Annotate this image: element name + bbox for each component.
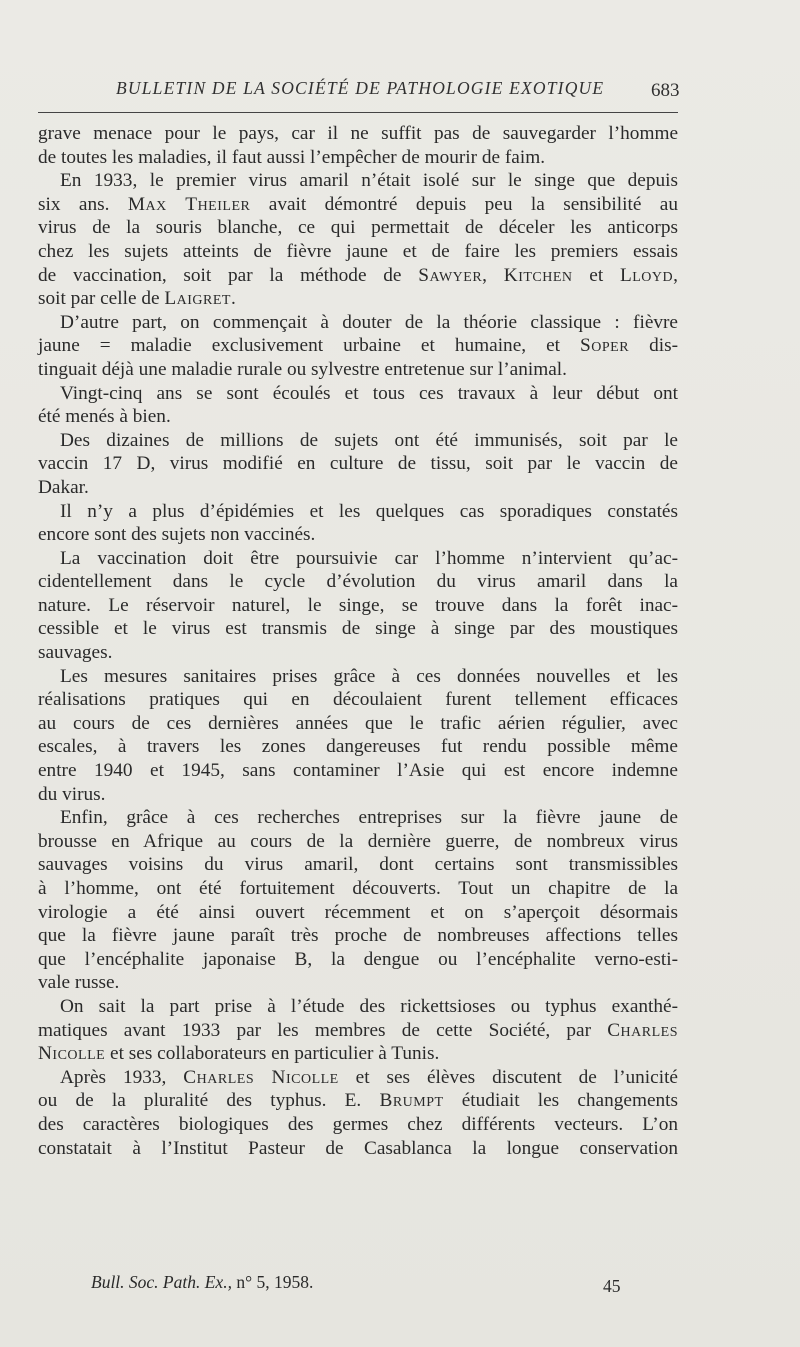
text-fragment: de vaccination, soit par la méthode de [38, 264, 402, 286]
text-fragment: dis- [649, 335, 679, 357]
text-line: tinguait déjà une maladie rurale ou sylvestre entretenue sur l’animal. [38, 358, 567, 380]
text-line: chez les sujets atteints de fièvre jaune et de faire les premiers essais [38, 240, 678, 262]
text-line: Les mesures sanitaires prises grâce à ces données nouvelles et les [60, 665, 678, 687]
text-line: au cours de ces dernières années que le trafic aérien régulier, avec [38, 712, 678, 734]
text-line: cessible et le virus est transmis de singe à singe par des moustiques [38, 618, 678, 640]
text-fragment: . [230, 288, 236, 310]
author-name: Charles Nicolle [183, 1066, 339, 1088]
text-fragment: et ses élèves discutent de l’unicité [355, 1066, 678, 1088]
text-fragment: jaune = maladie exclusivement urbaine et humaine, et [38, 335, 561, 357]
text-line: brousse en Afrique au cours de la dernière guerre, de nombreux virus [38, 830, 678, 852]
text-line: D’autre part, on commençait à douter de la théorie classique : fièvre [60, 311, 678, 333]
text-line: Dakar. [38, 476, 89, 498]
author-name: Max Theiler [127, 193, 251, 215]
text-line: constatait à l’Institut Pasteur de Casablanca la longue conservation [38, 1137, 678, 1159]
text-line: encore sont des sujets non vaccinés. [38, 524, 316, 546]
text-fragment: six ans. [38, 193, 110, 215]
text-fragment: matiques avant 1933 par les membres de cette Société, par [38, 1019, 591, 1041]
text-line: escales, à travers les zones dangereuses fut rendu possible même [38, 736, 678, 758]
text-line: réalisations pratiques qui en découlaient furent tellement efficaces [38, 689, 678, 711]
text-line: grave menace pour le pays, car il ne suffit pas de sauvegarder l’homme [38, 123, 678, 144]
text-line: virus de la souris blanche, ce qui permettait de déceler les anticorps [38, 217, 678, 239]
citation-issue: n° 5, 1958. [236, 1272, 314, 1292]
text-line: des caractères biologiques des germes chez différents vecteurs. L’on [38, 1113, 678, 1135]
author-name: Brumpt [379, 1090, 444, 1112]
author-name: Lloyd [619, 264, 674, 286]
paragraph-9 [38, 806, 678, 995]
text-line [38, 334, 678, 358]
text-line [38, 264, 678, 288]
text-line: nature. Le réservoir naturel, le singe, se trouve dans la forêt inac- [38, 594, 678, 616]
text-line: que la fièvre jaune paraît très proche de nombreuses affections telles [38, 925, 678, 947]
paragraph-4 [38, 382, 678, 429]
text-line [38, 1066, 678, 1090]
text-line: que l’encéphalite japonaise B, la dengue ou l’encéphalite verno-esti- [38, 948, 678, 970]
text-line: On sait la part prise à l’étude des rickettsioses ou typhus exanthé- [60, 995, 678, 1017]
page-number: 683 [651, 80, 680, 101]
author-name: Kitchen [503, 264, 573, 286]
text-line: vale russe. [38, 972, 120, 994]
paragraph-5 [38, 429, 678, 500]
article-body [38, 122, 678, 1160]
text-line: Il n’y a plus d’épidémies et les quelques cas sporadiques constatés [60, 500, 678, 522]
paragraph-10 [38, 995, 678, 1066]
text-line [38, 1019, 678, 1043]
text-line: sauvages voisins du virus amaril, dont certains sont transmissibles [38, 854, 678, 876]
text-fragment: étudiait les changements [461, 1090, 679, 1112]
text-line: La vaccination doit être poursuivie car l’homme n’intervient qu’ac- [60, 547, 678, 569]
citation-journal: Bull. Soc. Path. Ex., [91, 1272, 232, 1292]
paragraph-1 [38, 122, 678, 169]
text-line: entre 1940 et 1945, sans contaminer l’Asie qui est encore indemne [38, 760, 678, 782]
text-line [38, 1089, 678, 1113]
author-name: Charles [607, 1019, 678, 1041]
author-name: Laigret [164, 288, 231, 310]
text-line: du virus. [38, 783, 106, 805]
text-fragment: ou de la pluralité des typhus. E. [38, 1090, 362, 1112]
text-fragment: , [673, 264, 678, 286]
text-line: Des dizaines de millions de sujets ont été immunisés, soit par le [60, 429, 678, 451]
running-title: BULLETIN DE LA SOCIÉTÉ DE PATHOLOGIE EXOTIQUE [116, 78, 605, 98]
text-line [38, 1042, 678, 1066]
text-line: virologie a été ainsi ouvert récemment et on s’aperçoit désormais [38, 901, 678, 923]
paragraph-7 [38, 547, 678, 665]
paragraph-3 [38, 311, 678, 382]
text-line [38, 287, 678, 311]
text-line: vaccin 17 D, virus modifié en culture de tissu, soit par le vaccin de [38, 453, 678, 475]
text-line: de toutes les maladies, il faut aussi l’empêcher de mourir de faim. [38, 146, 546, 168]
text-fragment: et [589, 264, 604, 286]
text-line: En 1933, le premier virus amaril n’était isolé sur le singe que depuis [60, 170, 678, 192]
text-line: sauvages. [38, 642, 113, 664]
text-line: cidentellement dans le cycle d’évolution du virus amaril dans la [38, 571, 678, 593]
author-name: Sawyer [418, 264, 483, 286]
text-line: été menés à bien. [38, 406, 171, 428]
text-line [38, 193, 678, 217]
text-line: Vingt-cinq ans se sont écoulés et tous ces travaux à leur début ont [60, 382, 678, 404]
text-line: Enfin, grâce à ces recherches entreprises sur la fièvre jaune de [60, 807, 678, 829]
text-fragment: et ses collaborateurs en particulier à Tunis. [110, 1043, 440, 1065]
footer-citation [91, 1272, 313, 1293]
text-fragment: soit par celle de [38, 288, 160, 310]
header-rule [38, 112, 678, 113]
paragraph-2 [38, 169, 678, 311]
paragraph-6 [38, 500, 678, 547]
text-fragment: Après 1933, [60, 1066, 167, 1088]
text-line: à l’homme, ont été fortuitement découverts. Tout un chapitre de la [38, 878, 678, 899]
author-name: Nicolle [38, 1043, 106, 1065]
signature-number: 45 [603, 1276, 621, 1296]
paragraph-11 [38, 1066, 678, 1160]
text-fragment: , [482, 264, 487, 286]
paragraph-8 [38, 665, 678, 807]
text-fragment: avait démontré depuis peu la sensibilité au [268, 193, 679, 215]
author-name: Soper [580, 335, 630, 357]
